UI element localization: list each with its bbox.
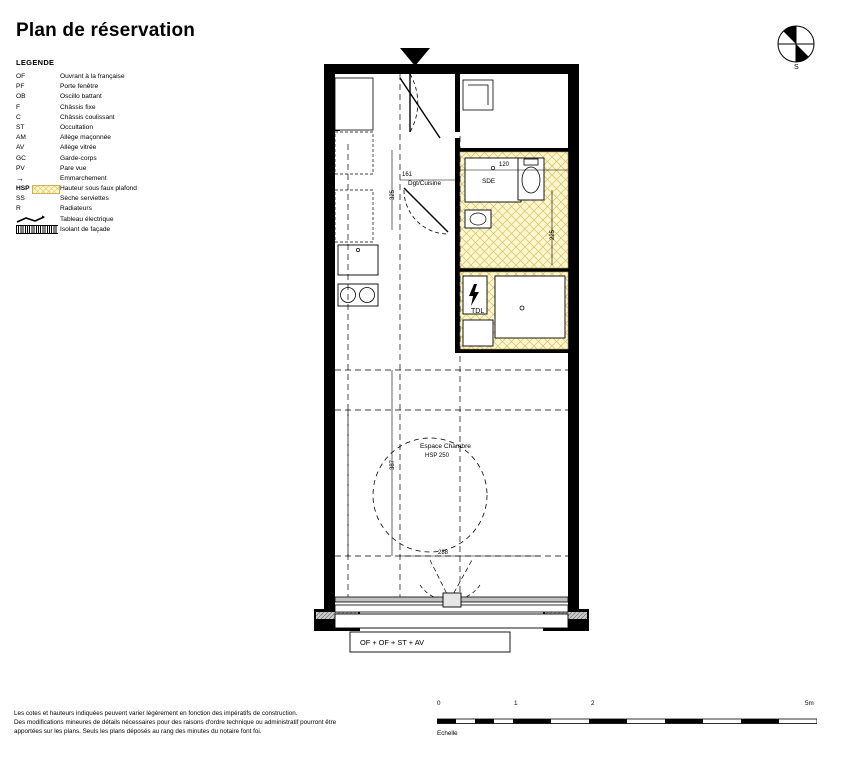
legend-abbr: AM <box>16 134 26 142</box>
scale-label: Echelle <box>437 730 458 737</box>
dimension-325: 325 <box>390 189 396 200</box>
legend-abbr: PV <box>16 164 25 172</box>
legend-desc: Tableau électrique <box>60 215 114 223</box>
room-label-hsp-250: HSP 250 <box>425 453 449 459</box>
disclaimer-line-1: Les cotes et hauteurs indiquées peuvent varier légèrement en fonction des impératifs de construction. <box>14 710 298 717</box>
arrow-icon: → <box>16 173 24 183</box>
facade-insulation-icon <box>16 225 58 234</box>
scale-tick-1: 1 <box>514 700 518 707</box>
legend-item-tableau <box>16 215 316 225</box>
room-label-sde: SDE <box>482 178 496 185</box>
legend-abbr: OB <box>16 93 26 101</box>
legend-item <box>16 92 316 102</box>
electrical-panel-icon <box>16 215 46 224</box>
hatch-swatch-icon <box>32 185 60 194</box>
legend-abbr: AV <box>16 144 25 152</box>
disclaimer-note <box>14 709 394 737</box>
legend-desc: Porte fenêtre <box>60 83 99 91</box>
legend-item <box>16 72 316 82</box>
legend-item <box>16 133 316 143</box>
legend-item <box>16 113 316 123</box>
window-spec-label: OF + OF + ST + AV <box>360 638 425 647</box>
legend-desc: Emmarchement <box>60 174 107 182</box>
legend-abbr: SS <box>16 195 25 203</box>
legend-desc: Isolant de façade <box>60 225 111 233</box>
disclaimer-line-2: Des modifications mineures de détails nécessaires pour des raisons d'ordre technique ou administratif pourront être <box>14 719 337 727</box>
compass-rose <box>768 18 824 80</box>
disclaimer-line-3: apportées sur les plans. Seuls les plans déposés au rang des minutes du notaire font foi. <box>14 728 262 736</box>
room-label-dgt-cuisine: Dgt/Cuisine <box>408 180 442 187</box>
dimension-120: 120 <box>499 162 510 168</box>
scale-bar-graphic <box>437 712 827 719</box>
page-title: Plan de réservation <box>16 20 196 41</box>
legend-desc: Occultation <box>60 123 93 131</box>
compass-south-label: S <box>794 64 799 71</box>
legend-item-hsp <box>16 184 316 194</box>
scale-tick-labels <box>437 700 827 712</box>
legend-desc: Oscillo battant <box>60 93 102 101</box>
legend-abbr: F <box>16 103 21 111</box>
legend-item <box>16 154 316 164</box>
legend-abbr: GC <box>16 154 26 162</box>
legend-item <box>16 194 316 204</box>
floor-plan <box>300 40 620 670</box>
legend-abbr: R <box>16 205 21 213</box>
legend-abbr: OF <box>16 73 26 80</box>
legend-item-emmarchement <box>16 174 316 184</box>
legend-abbr: PF <box>16 83 25 91</box>
legend-desc: Châssis coulissant <box>60 113 115 121</box>
legend-desc: Allège maçonnée <box>60 134 111 142</box>
legend-desc: Ouvrant à la française <box>60 73 125 80</box>
legend-abbr: C <box>16 113 21 121</box>
scale-tick-2: 2 <box>591 700 595 707</box>
legend-desc: Radiateurs <box>60 205 92 213</box>
scale-tick-0: 0 <box>437 700 441 707</box>
dimension-225: 225 <box>550 229 556 240</box>
room-label-tdl: TDL <box>471 308 485 315</box>
legend-panel <box>16 58 316 235</box>
legend-desc: Châssis fixe <box>60 103 96 111</box>
legend-item <box>16 82 316 92</box>
legend-desc: Garde-corps <box>60 154 97 162</box>
legend-abbr: HSP <box>16 185 30 193</box>
legend-desc: Sèche serviettes <box>60 195 109 203</box>
legend-abbr: ST <box>16 123 25 131</box>
dimension-387: 387 <box>390 459 396 470</box>
legend-item <box>16 164 316 174</box>
legend-desc: Pare vue <box>60 164 87 172</box>
legend-desc: Allège vitrée <box>60 144 97 152</box>
scale-tick-5m: 5m <box>805 700 814 707</box>
legend-item <box>16 123 316 133</box>
legend-item <box>16 204 316 214</box>
scale-bar <box>437 700 827 737</box>
legend-item <box>16 143 316 153</box>
legend-desc: Hauteur sous faux plafond <box>60 185 137 193</box>
dimension-288: 288 <box>438 550 449 556</box>
dimension-161: 161 <box>402 172 413 178</box>
legend-item-isolant <box>16 225 316 235</box>
legend-heading: LEGENDE <box>16 58 55 67</box>
legend-item <box>16 103 316 113</box>
floor-plan-svg <box>300 40 620 670</box>
room-label-espace-chambre: Espace Chambre <box>420 443 471 450</box>
